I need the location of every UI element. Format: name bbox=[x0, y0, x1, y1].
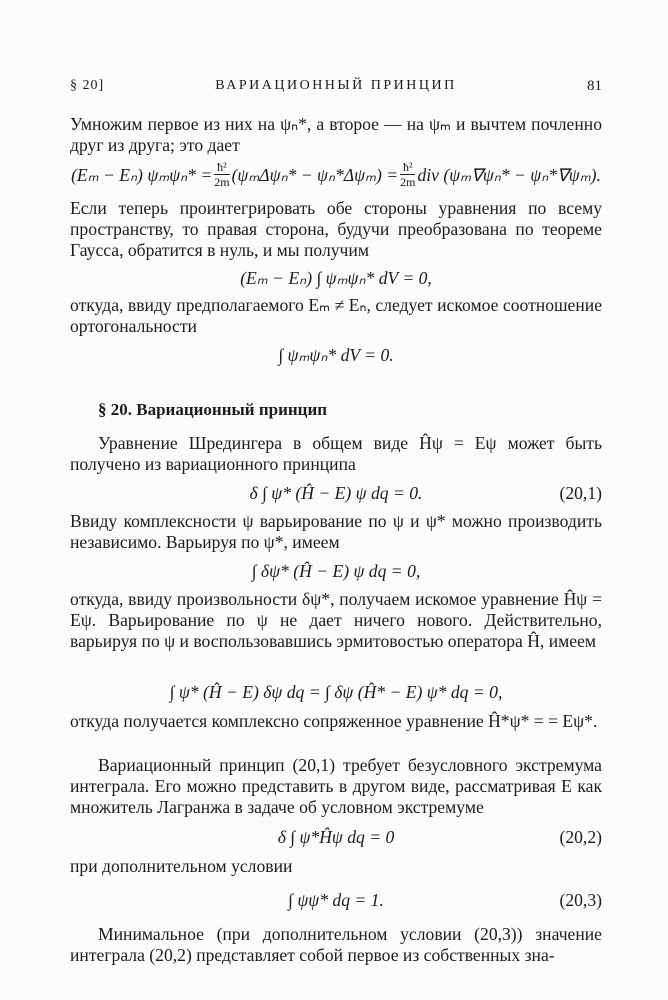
eq4-body: δ ∫ ψ* (Ĥ − E) ψ dq = 0. bbox=[249, 482, 423, 503]
header-title: ВАРИАЦИОННЫЙ ПРИНЦИП bbox=[215, 78, 457, 93]
paragraph-7: откуда получается комплексно сопряженное уравнение Ĥ*ψ* = = Eψ*. bbox=[70, 711, 598, 731]
equation-3: ∫ ψₘψₙ* dV = 0. bbox=[278, 344, 394, 365]
paragraph-2: Если теперь проинтегрировать обе стороны уравнения по всему пространству, то правая сторона, будучи преобразована по теореме Гаусса, обратится в нуль, и мы получим bbox=[70, 198, 602, 260]
equation-6: ∫ ψ* (Ĥ − E) δψ dq = ∫ δψ (Ĥ* − E) ψ* dq = 0, bbox=[169, 681, 503, 702]
eq1-mid: (ψₘΔψₙ* − ψₙ*Δψₘ) = bbox=[231, 164, 399, 185]
equation-2: (Eₘ − Eₙ) ∫ ψₘψₙ* dV = 0, bbox=[240, 267, 432, 288]
paragraph-5: Ввиду комплексности ψ варьирование по ψ и ψ* можно производить независимо. Варьируя по ψ*, имеем bbox=[70, 511, 602, 552]
paragraph-8: Вариационный принцип (20,1) требует безусловного экстремума интеграла. Его можно представить в другом виде, рассматривая E как множитель Лагранжа в задаче об условном экстремуме bbox=[70, 755, 602, 817]
paragraph-10: Минимальное (при дополнительном условии (20,3)) значение интеграла (20,2) представляет собой первое из собственных зна- bbox=[70, 924, 602, 965]
eq1-rhs: div (ψₘ∇ψₙ* − ψₙ*∇ψₘ). bbox=[417, 164, 601, 185]
eq1-fraction-2 bbox=[400, 161, 415, 189]
paragraph-4: Уравнение Шредингера в общем виде Ĥψ = Eψ может быть получено из вариационного принципа bbox=[70, 433, 602, 474]
eq7-body: δ ∫ ψ*Ĥψ dq = 0 bbox=[277, 826, 395, 847]
equation-5: ∫ δψ* (Ĥ − E) ψ dq = 0, bbox=[251, 560, 421, 581]
paragraph-1: Умножим первое из них на ψₙ*, а второе — на ψₘ и вычтем почленно друг из друга; это дает bbox=[70, 114, 602, 155]
equation-number: (20,3) bbox=[559, 889, 602, 910]
paragraph-9: при дополнительном условии bbox=[70, 856, 293, 876]
paragraph-3: откуда, ввиду предполагаемого Eₘ ≠ Eₙ, следует искомое соотношение ортогональности bbox=[70, 295, 602, 336]
page-number: 81 bbox=[587, 78, 602, 94]
paragraph-6: откуда, ввиду произвольности δψ*, получаем искомое уравнение Ĥψ = Eψ. Варьирование по ψ не дает ничего нового. Действительно, варьируя по ψ и воспользовавшись эрмитовостью оператора Ĥ, имеем bbox=[70, 589, 602, 651]
frac-denominator: 2m bbox=[214, 175, 230, 189]
eq1-lhs: (Eₘ − Eₙ) ψₘψₙ* = bbox=[71, 164, 213, 185]
equation-number: (20,2) bbox=[559, 826, 602, 847]
equation-20-2 bbox=[70, 818, 602, 856]
equation-number: (20,1) bbox=[559, 482, 602, 503]
eq8-body: ∫ ψψ* dq = 1. bbox=[288, 889, 384, 910]
frac-numerator: ħ² bbox=[217, 160, 227, 174]
frac-numerator: ħ² bbox=[402, 160, 413, 174]
page-body bbox=[70, 114, 602, 966]
equation-20-3 bbox=[70, 880, 602, 920]
frac-denominator: 2m bbox=[400, 175, 416, 189]
equation-20-1 bbox=[70, 475, 602, 511]
eq1-fraction-1 bbox=[214, 161, 229, 189]
section-heading: § 20. Вариационный принцип bbox=[98, 400, 328, 419]
equation-1 bbox=[70, 156, 602, 194]
header-section: § 20] bbox=[70, 78, 105, 93]
